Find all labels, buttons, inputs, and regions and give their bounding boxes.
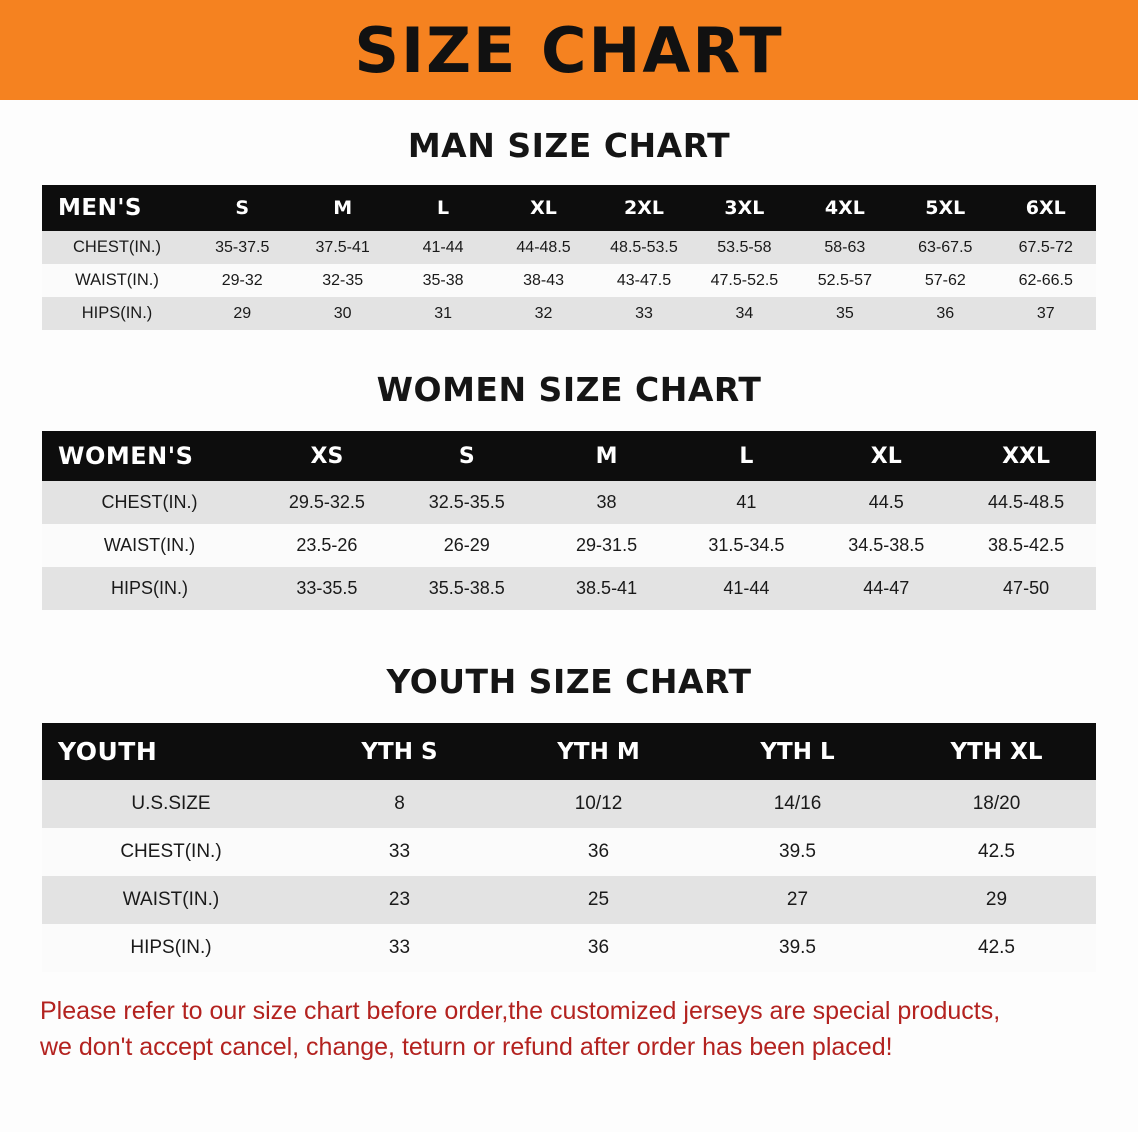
man-cell-2-7: 36 (895, 297, 995, 330)
women-cell-0-2: 38 (537, 481, 677, 524)
women-cell-2-2: 38.5-41 (537, 567, 677, 610)
women-cell-1-3: 31.5-34.5 (676, 524, 816, 567)
man-cell-2-4: 33 (594, 297, 694, 330)
women-cell-2-1: 35.5-38.5 (397, 567, 537, 610)
women-corner-label: WOMEN'S (42, 431, 257, 481)
women-col-4: XL (816, 431, 956, 481)
women-cell-2-3: 41-44 (676, 567, 816, 610)
man-col-2: L (393, 185, 493, 231)
youth-cell-1-3: 42.5 (897, 828, 1096, 876)
youth-cell-0-2: 14/16 (698, 780, 897, 828)
man-cell-1-3: 38-43 (493, 264, 593, 297)
man-table-header (42, 185, 1096, 231)
man-col-3: XL (493, 185, 593, 231)
youth-row-3-label: HIPS(IN.) (42, 924, 300, 972)
table-row (42, 876, 1096, 924)
policy-note (40, 994, 1098, 1065)
man-row-1-label: WAIST(IN.) (42, 264, 192, 297)
youth-cell-3-0: 33 (300, 924, 499, 972)
women-cell-0-5: 44.5-48.5 (956, 481, 1096, 524)
youth-cell-2-3: 29 (897, 876, 1096, 924)
youth-cell-2-0: 23 (300, 876, 499, 924)
women-table-header (42, 431, 1096, 481)
table-row (42, 567, 1096, 610)
man-cell-0-8: 67.5-72 (996, 231, 1097, 264)
man-cell-1-1: 32-35 (292, 264, 392, 297)
women-row-2-label: HIPS(IN.) (42, 567, 257, 610)
women-row-0-label: CHEST(IN.) (42, 481, 257, 524)
youth-col-3: YTH XL (897, 723, 1096, 780)
man-cell-1-7: 57-62 (895, 264, 995, 297)
man-cell-0-5: 53.5-58 (694, 231, 794, 264)
policy-note-line-1: Please refer to our size chart before order,the customized jerseys are special products, (40, 997, 1001, 1025)
youth-cell-0-3: 18/20 (897, 780, 1096, 828)
women-cell-0-3: 41 (676, 481, 816, 524)
women-cell-2-4: 44-47 (816, 567, 956, 610)
man-col-6: 4XL (795, 185, 895, 231)
women-cell-1-5: 38.5-42.5 (956, 524, 1096, 567)
youth-col-0: YTH S (300, 723, 499, 780)
table-row (42, 524, 1096, 567)
man-col-5: 3XL (694, 185, 794, 231)
youth-row-2-label: WAIST(IN.) (42, 876, 300, 924)
youth-cell-3-3: 42.5 (897, 924, 1096, 972)
youth-cell-2-2: 27 (698, 876, 897, 924)
table-row (42, 481, 1096, 524)
youth-cell-3-1: 36 (499, 924, 698, 972)
table-header-row (42, 185, 1096, 231)
youth-col-2: YTH L (698, 723, 897, 780)
man-cell-2-6: 35 (795, 297, 895, 330)
policy-note-line-2: we don't accept cancel, change, teturn or refund after order has been placed! (40, 1032, 893, 1061)
man-cell-0-0: 35-37.5 (192, 231, 292, 264)
youth-col-1: YTH M (499, 723, 698, 780)
man-cell-1-6: 52.5-57 (795, 264, 895, 297)
man-size-table (42, 185, 1096, 330)
women-cell-0-4: 44.5 (816, 481, 956, 524)
page-title: SIZE CHART (354, 14, 784, 87)
women-section-heading: WOMEN SIZE CHART (376, 370, 762, 409)
youth-corner-label: YOUTH (42, 723, 300, 780)
women-cell-0-0: 29.5-32.5 (257, 481, 397, 524)
man-cell-0-6: 58-63 (795, 231, 895, 264)
table-row (42, 264, 1096, 297)
man-cell-2-0: 29 (192, 297, 292, 330)
women-col-3: L (676, 431, 816, 481)
man-cell-1-8: 62-66.5 (996, 264, 1097, 297)
table-row (42, 297, 1096, 330)
man-section-heading: MAN SIZE CHART (407, 126, 731, 165)
youth-cell-0-1: 10/12 (499, 780, 698, 828)
man-col-1: M (292, 185, 392, 231)
women-cell-1-2: 29-31.5 (537, 524, 677, 567)
women-col-5: XXL (956, 431, 1096, 481)
youth-cell-1-0: 33 (300, 828, 499, 876)
youth-cell-2-1: 25 (499, 876, 698, 924)
man-cell-2-5: 34 (694, 297, 794, 330)
man-col-8: 6XL (996, 185, 1097, 231)
women-table-wrap (42, 431, 1096, 610)
women-table-body (42, 481, 1096, 610)
man-cell-0-2: 41-44 (393, 231, 493, 264)
man-cell-0-1: 37.5-41 (292, 231, 392, 264)
youth-cell-1-2: 39.5 (698, 828, 897, 876)
youth-cell-1-1: 36 (499, 828, 698, 876)
youth-table-wrap (42, 723, 1096, 972)
youth-cell-0-0: 8 (300, 780, 499, 828)
man-cell-2-2: 31 (393, 297, 493, 330)
women-cell-1-0: 23.5-26 (257, 524, 397, 567)
women-cell-2-5: 47-50 (956, 567, 1096, 610)
youth-row-0-label: U.S.SIZE (42, 780, 300, 828)
man-col-0: S (192, 185, 292, 231)
youth-table-body (42, 780, 1096, 972)
women-col-0: XS (257, 431, 397, 481)
man-cell-1-2: 35-38 (393, 264, 493, 297)
table-row (42, 828, 1096, 876)
man-row-2-label: HIPS(IN.) (42, 297, 192, 330)
man-table-wrap (42, 185, 1096, 330)
table-row (42, 780, 1096, 828)
table-row (42, 231, 1096, 264)
table-row (42, 924, 1096, 972)
man-col-7: 5XL (895, 185, 995, 231)
women-cell-0-1: 32.5-35.5 (397, 481, 537, 524)
man-cell-2-1: 30 (292, 297, 392, 330)
man-cell-2-8: 37 (996, 297, 1097, 330)
table-header-row (42, 431, 1096, 481)
man-table-body (42, 231, 1096, 330)
youth-table-header (42, 723, 1096, 780)
man-corner-label: MEN'S (42, 185, 192, 231)
women-row-1-label: WAIST(IN.) (42, 524, 257, 567)
youth-cell-3-2: 39.5 (698, 924, 897, 972)
table-header-row (42, 723, 1096, 780)
women-cell-2-0: 33-35.5 (257, 567, 397, 610)
youth-section-heading: YOUTH SIZE CHART (386, 662, 752, 701)
man-cell-1-5: 47.5-52.5 (694, 264, 794, 297)
man-cell-0-3: 44-48.5 (493, 231, 593, 264)
youth-row-1-label: CHEST(IN.) (42, 828, 300, 876)
man-cell-0-7: 63-67.5 (895, 231, 995, 264)
man-col-4: 2XL (594, 185, 694, 231)
man-cell-1-4: 43-47.5 (594, 264, 694, 297)
women-col-2: M (537, 431, 677, 481)
man-row-0-label: CHEST(IN.) (42, 231, 192, 264)
women-size-table (42, 431, 1096, 610)
man-cell-1-0: 29-32 (192, 264, 292, 297)
women-cell-1-4: 34.5-38.5 (816, 524, 956, 567)
women-cell-1-1: 26-29 (397, 524, 537, 567)
women-col-1: S (397, 431, 537, 481)
man-cell-0-4: 48.5-53.5 (594, 231, 694, 264)
man-cell-2-3: 32 (493, 297, 593, 330)
youth-size-table (42, 723, 1096, 972)
page-banner (0, 0, 1138, 100)
